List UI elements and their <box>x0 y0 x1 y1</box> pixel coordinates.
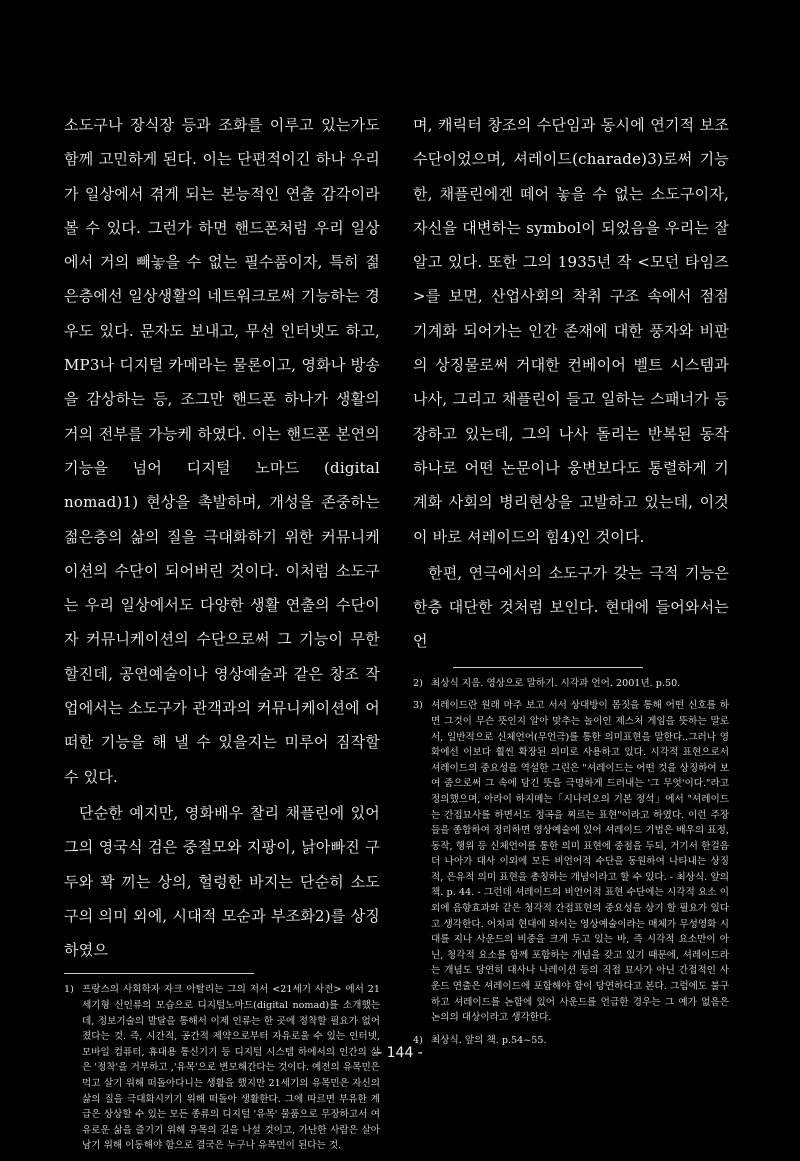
footnote-text: 프랑스의 사회학자 자크 아탈리는 그의 저서 <21세기 사전> 에서 21세기형 신인류의 모습으로 디지털노마드(digital nomad)를 소개했는데, 정보기술의 발달을 통해서 이제 인류는 한 곳에 정착할 필요가 없어졌다는 것. 즉, 시간적, 공간적 제약으로부터 자유로울 수 있는 인터넷, 모바일 컴퓨터, 휴대용 통신기기 등 디지털 시스템 하에서의 인간의 삶은 '정착'을 거부하고 ,'유목'으로 변모해간다는 것이다. 예전의 유목민은 먹고 살기 위해 떠돌아다니는 생활을 했지만 21세기의 유목민은 자신의 삶의 질을 극대화시키기 위해 떠돌아 생활한다. 그에 따르면 부유한 계급은 상상할 수 있는 모든 종류의 디지털 '유목' 물품으로 무장하고서 여유로운 삶을 즐기기 위해 유목의 길을 나설 것이고, 가난한 사람은 살아 남기 위해 이동해야 함으로 결국은 누구나 유목민이 된다는 것. <box>82 984 380 1152</box>
footnote-text: 최상식 지음. 영상으로 말하기. 시각과 언어. 2001년. p.50. <box>431 677 681 689</box>
footnote <box>413 676 729 692</box>
footnotes-right <box>413 676 729 1049</box>
body-paragraph: 단순한 예지만, 영화배우 찰리 채플린에 있어 그의 영국식 검은 중절모와 지팡이, 낡아빠진 구두와 꽉 끼는 상의, 헐렁한 바지는 단순히 소도구의 의미 외에, 시대적 모순과 부조화2)를 상징하였으 <box>64 803 380 960</box>
left-column <box>64 108 380 1161</box>
footnote-number: 4) <box>413 1034 423 1046</box>
body-paragraph: 소도구나 장식장 등과 조화를 이루고 있는가도 함께 고민하게 된다. 이는 단편적이긴 하나 우리가 일상에서 겪게 되는 본능적인 연출 감각이라 볼 수 있다. 그런가 하면 핸드폰처럼 우리 일상에서 거의 빼놓을 수 없는 필수품이자, 특히 젊은층에선 일상생활의 네트워크로써 기능하는 경우도 있다. 문자도 보내고, 무선 인터넷도 하고, MP3나 디지털 카메라는 물론이고, 영화나 방송을 감상하는 등, 조그만 핸드폰 하나가 생활의 거의 전부를 가능케 하였다. 이는 핸드폰 본연의 기능을 넘어 디지털 노마드 (digital nomad)1) 현상을 촉발하며, 개성을 존중하는 젊은층의 삶의 질을 극대화하기 위한 커뮤니케이션의 수단이 되어버린 것이다. 이처럼 소도구는 우리 일상에서도 다양한 생활 연출의 수단이자 커뮤니케이션의 수단으로써 그 기능이 무한할진데, 공연예술이나 영상예술과 같은 창조 작업에서는 소도구가 관객과의 커뮤니케이션에 어떠한 기능을 해 낼 수 있을지는 미루어 짐작할 수 있다. <box>64 116 380 786</box>
footnote-number: 2) <box>413 677 423 689</box>
body-paragraph: 며, 캐릭터 창조의 수단임과 동시에 연기적 보조 수단이었으며, 셔레이드(charade)3)로써 기능 한, 채플린에겐 떼어 놓을 수 없는 소도구이자, 자신을 대변하는 symbol이 되었음을 우리는 잘 알고 있다. 또한 그의 1935년 작 <모던 타임즈>를 보면, 산업사회의 착취 구조 속에서 점점 기계화 되어가는 인간 존재에 대한 풍자와 비판의 상징물로써 거대한 컨베이어 벨트 시스템과 나사, 그리고 채플린이 들고 일하는 스패너가 등장하고 있는데, 그의 나사 돌리는 반복된 동작 하나로 어떤 논문이나 웅변보다도 통렬하게 기계화 사회의 병리현상을 고발하고 있는데, 이것이 바로 셔레이드의 힘4)인 것이다. <box>413 116 729 546</box>
footnote <box>64 982 380 1154</box>
footnote-text: 최상식. 앞의 책. p.54~55. <box>431 1034 547 1046</box>
left-body-text <box>64 108 380 967</box>
footnote-number: 3) <box>413 700 423 712</box>
footnote-number: 1) <box>64 984 74 996</box>
footnote-divider <box>453 667 643 668</box>
right-column <box>413 108 729 1055</box>
footnotes-left <box>64 982 380 1154</box>
footnote <box>413 698 729 1025</box>
footnote-divider <box>64 973 254 974</box>
body-paragraph: 한편, 연극에서의 소도구가 갖는 극적 기능은 한층 대단한 것처럼 보인다. 현대에 들어와서는 언 <box>413 563 729 651</box>
right-body-text <box>413 108 729 659</box>
page-number: - 144 - <box>377 1045 423 1061</box>
footnote-text: 셔레이드란 원래 마주 보고 서서 상대방이 몸짓을 통해 어떤 신호를 하면 그것이 무슨 뜻인지 알아 맞추는 놀이인 제스처 게임을 뜻하는 말로서, 일반적으로 신체언어(무언극)를 통한 의미표현을 말한다..그러나 영화에선 이보다 훨씬 확장된 의미로 사용하고 있다. 시각적 표현으로서 셔레이드의 중요성을 역설한 그린은 "셔레이드는 어떤 것을 상징하여 보여 줌으로써 그 속에 담긴 뜻을 극명하게 드러내는 '그 무엇'이다."라고 정의했으며, 아라이 하지메는「시나리오의 기본 정석」에서 "셔레이드는 간접묘사를 하면서도 정곡을 찌르는 표현"이라고 하였다. 이런 주장들을 종합하여 정리하면 영상예술에 있어 셔레이드 기법은 배우의 표정, 동작, 행위 등 신체언어를 통한 의미 표현에 중점을 두되, 거기서 한걸음 더 나아가 대사 이외에 모든 비언어적 수단을 동원하여 나타내는 상징적, 은유적 의미 표현을 총칭하는 개념이라고 할 수 있다. - 최상식. 앞의 책. p. 44. - 그런데 셔레이드의 비언어적 표현 수단에는 시각적 요소 이외에 음향효과와 같은 청각적 간접표현의 중요성을 상기 할 필요가 있다고 생각한다. 어차피 현대에 와서는 영상예술이라는 매체가 무성영화 시대를 지나 사운드의 비중을 크게 두고 있는 바, 즉 시각적 요소만이 아닌, 청각적 요소를 함께 포함하는 개념을 갖고 있기 때문에, 셔레이드라는 개념도 당연히 대사나 나레이션 등의 직접 묘사가 아닌 간접적인 사운드 연출은 셔레이드에 포함해야 함이 당연하다고 본다. 그럼에도 불구하고 셔레이드를 논함에 있어 사운드를 언급한 경우는 그 예가 없음은 논의의 대상이라고 생각한다. <box>431 700 729 1024</box>
